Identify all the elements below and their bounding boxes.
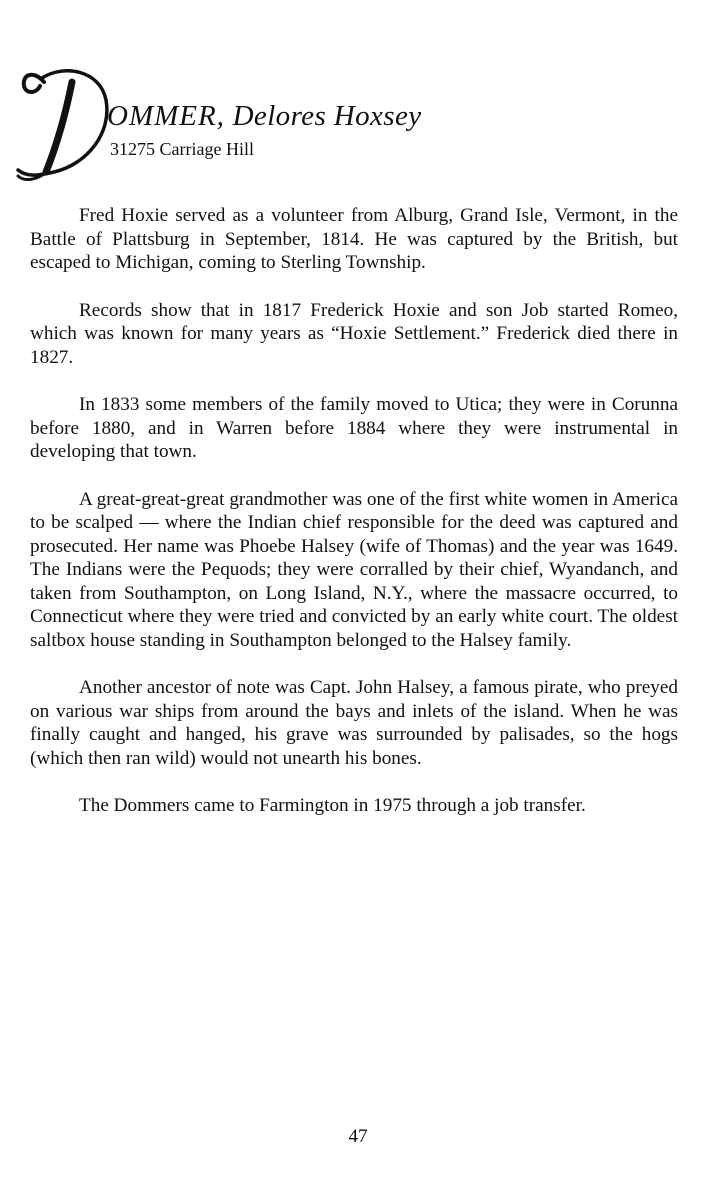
- paragraph: The Dommers came to Farmington in 1975 through a job transfer.: [79, 795, 586, 816]
- paragraph: Another ancestor of note was Capt. John Halsey, a famous pirate, who preyed on various war ships from around the bays and inlets of the island. When he was finally caught and hanged, his grave was surrounded by palisades, so the hogs (which then ran wild) would not unearth his bones.: [30, 677, 678, 769]
- paragraph: A great-great-great grandmother was one of the first white women in America to be scalped — where the Indian chief responsible for the deed was captured and prosecuted. Her name was Phoebe Halsey (wife of Thomas) and the year was 1649. The Indians were the Pequods; they were corralled by their chief, Wyandanch, and taken from Southampton, on Long Island, N.Y., where the massacre occurred, to Connecticut where they were tried and convicted by an early white court. The oldest saltbox house standing in Southampton belonged to the Halsey family.: [30, 488, 678, 651]
- paragraph: Fred Hoxie served as a volunteer from Alburg, Grand Isle, Vermont, in the Battle of Plattsburg in September, 1814. He was captured by the British, but escaped to Michigan, coming to Sterling Township.: [30, 205, 678, 273]
- body-text: [30, 204, 678, 842]
- drop-cap-letter: [14, 60, 114, 185]
- surname: OMMER,: [107, 100, 225, 132]
- given-names: Delores Hoxsey: [232, 100, 422, 132]
- page-number: 47: [348, 1126, 368, 1147]
- entry-heading: [107, 100, 422, 133]
- paragraph: In 1833 some members of the family moved to Utica; they were in Corunna before 1880, and in Warren before 1884 where they were instrumental in developing that town.: [30, 394, 678, 462]
- address: 31275 Carriage Hill: [110, 139, 254, 159]
- paragraph: Records show that in 1817 Frederick Hoxie and son Job started Romeo, which was known for many years as “Hoxie Settlement.” Frederick died there in 1827.: [30, 299, 678, 368]
